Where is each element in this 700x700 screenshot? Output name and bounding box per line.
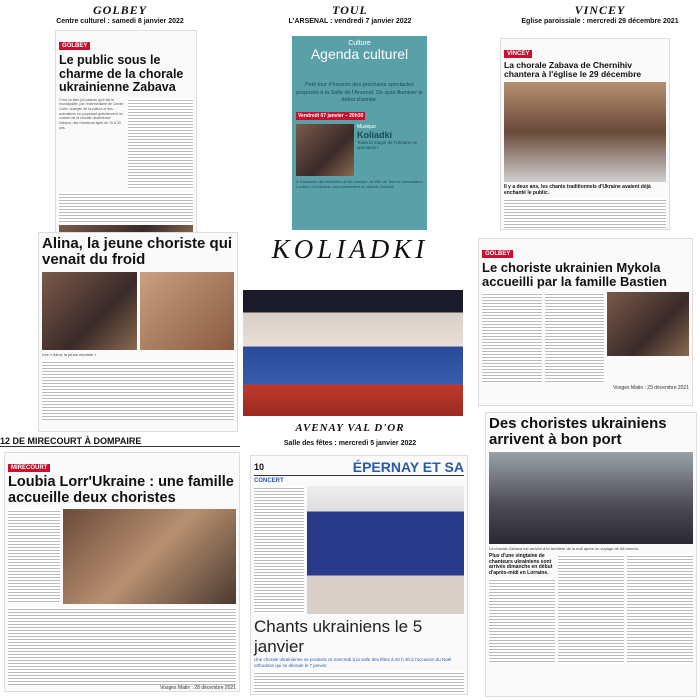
photo-mykola — [607, 292, 689, 356]
caption-bon-port: La chorale Zabava est arrivée à la frontière de la nuit après un voyage de 48 heures. — [489, 546, 639, 552]
tag-mirecourt: MIRECOURT — [8, 464, 50, 472]
intro-toul: Petit tour d'horizon des prochains spectacles proposés à la Salle de l'Arsenal. De quoi illuminer le début d'année. — [296, 82, 423, 103]
tag-golbey: GOLBEY — [59, 42, 90, 50]
photo-avenay — [307, 486, 464, 614]
event-date-toul: Vendredi 07 janvier – 20h30 — [298, 112, 364, 119]
lede-vincey: Il y a deux ans, les chants traditionnels d'Ukraine avaient déjà enchanté le public. — [504, 184, 651, 196]
banner-section: DE MIRECOURT À DOMPAIRE — [12, 436, 142, 446]
photo-bon-port — [489, 452, 693, 544]
subtitle-golbey: Centre culturel : samedi 8 janvier 2022 — [56, 18, 184, 25]
clipping-bon-port — [485, 412, 697, 697]
deck-avenay: Une chorale ukrainienne se produira ce mercredi à la salle des fêtes à 20 h 30 à l'occasion du Noël orthodoxe qui se déroule le 7 janvier. — [254, 657, 452, 669]
clipping-avenay — [250, 455, 468, 695]
headline-alina: Alina, la jeune choriste qui venait du froid — [42, 235, 233, 269]
headline-mirecourt: Loubia Lorr'Ukraine : une famille accueille deux choristes — [8, 474, 234, 506]
body-golbey: C'est un bien joli cadeau qu'a fait la municipalité, par l'intermédiaire de Carole Collin, chargée de la culture et des animations en proposant gratuitement un concert de la chorale ukrainienne Zabava, des chanteurs âgés de 15 à 20 ans. — [59, 97, 124, 130]
page-number-avenay: 10 — [254, 462, 265, 472]
subtitle-avenay: Salle des fêtes : mercredi 5 janvier 2022 — [283, 440, 417, 447]
banner-mirecourt — [0, 436, 240, 447]
clipping-mirecourt — [4, 452, 240, 692]
clipping-mykola — [478, 238, 693, 406]
footer-toul: À l'occasion des festivités de fin d'année, la Ville de Toul et l'association Loubia Lorr'Ukraine vous présentent la chorale Zabava. — [296, 178, 423, 189]
tag-vincey: VINCEY — [504, 50, 532, 58]
event-kicker-toul: Musique — [357, 123, 376, 130]
source-mykola: Vosges Matin : 29 décembre 2021 — [613, 385, 689, 392]
headline-bon-port: Des choristes ukrainiens arrivent à bon port — [489, 415, 667, 449]
photo-toul — [296, 124, 354, 176]
photo-alina-1 — [42, 272, 137, 350]
event-desc-toul: Toute la magie de l'Ukraine en spectacle ! — [357, 139, 418, 150]
clipping-vincey — [500, 38, 670, 230]
lede-bon-port: Plus d'une vingtaine de chanteurs ukrainiens sont arrivés dimanche en début d'après-midi en Lorraine. — [489, 553, 553, 576]
photo-mirecourt — [63, 509, 236, 604]
clipping-golbey — [55, 30, 197, 233]
location-avenay: AVENAY VAL D'OR — [295, 422, 405, 434]
tag-mykola: GOLBEY — [482, 250, 513, 258]
event-name-toul: Koliadki — [357, 129, 393, 140]
photo-alina-2 — [140, 272, 234, 350]
clipping-alina — [38, 232, 238, 432]
photo-koliadki-choir — [243, 290, 463, 416]
koliadki-title: KOLIADKI — [271, 234, 429, 264]
title-toul: Agenda culturel — [310, 46, 409, 62]
location-vincey: VINCEY — [574, 3, 626, 17]
caption-alina: Lire « Alina, la jeune choriste » — [42, 352, 97, 358]
headline-mykola: Le choriste ukrainien Mykola accueilli par la famille Bastien — [482, 260, 667, 290]
headline-avenay: Chants ukrainiens le 5 janvier — [254, 617, 423, 656]
headline-golbey: Le public sous le charme de la chorale ukrainienne Zabava — [59, 53, 184, 94]
location-golbey: GOLBEY — [93, 3, 147, 17]
kicker-toul: Culture — [348, 40, 371, 47]
headline-vincey: La chorale Zabava de Chernihiv chantera à l'église le 29 décembre — [504, 60, 642, 80]
paper-name-epernay: ÉPERNAY ET SA — [352, 459, 464, 475]
subtitle-vincey: Eglise paroissiale : mercredi 29 décembre 2021 — [521, 18, 679, 25]
banner-page-number: 12 — [0, 436, 11, 446]
subtitle-toul: L'ARSENAL : vendredi 7 janvier 2022 — [288, 18, 412, 25]
section-avenay: CONCERT — [254, 478, 284, 484]
clipping-toul — [292, 36, 427, 230]
photo-vincey — [504, 82, 666, 182]
location-toul: TOUL — [332, 3, 368, 17]
source-mirecourt: Vosges Matin : 28 décembre 2021 — [160, 685, 236, 692]
